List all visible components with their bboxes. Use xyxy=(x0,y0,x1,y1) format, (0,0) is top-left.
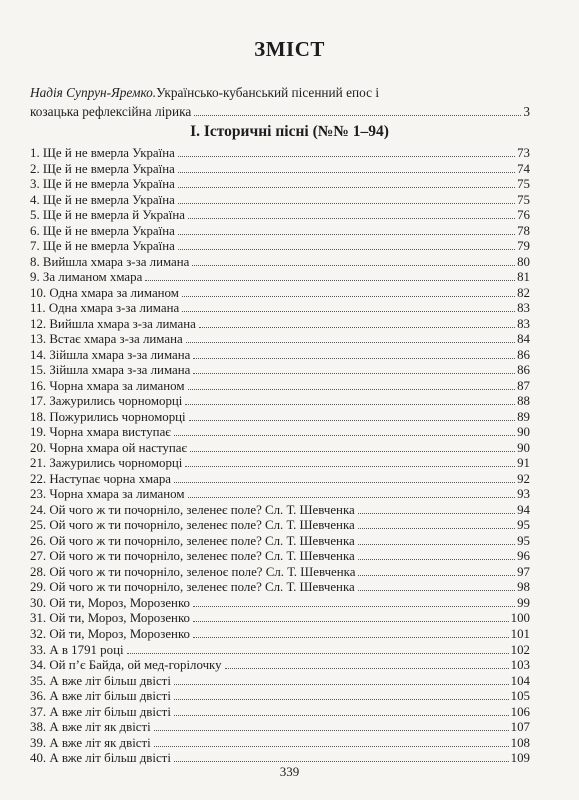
toc-entry-page: 104 xyxy=(510,673,530,688)
toc-entry-page: 86 xyxy=(517,347,530,362)
toc-entry-page: 83 xyxy=(517,316,530,331)
dot-leader xyxy=(174,482,515,483)
dot-leader xyxy=(174,699,509,700)
toc-entry-page: 101 xyxy=(510,626,530,641)
dot-leader xyxy=(188,218,515,219)
toc-entry xyxy=(30,255,530,271)
dot-leader xyxy=(178,156,515,157)
toc-entry xyxy=(30,224,530,240)
dot-leader xyxy=(192,265,515,266)
toc-entry-page: 105 xyxy=(510,689,530,704)
toc-entry xyxy=(30,270,530,286)
toc-entry-page: 95 xyxy=(517,518,530,533)
intro-entry xyxy=(30,83,530,121)
dot-leader xyxy=(174,715,509,716)
toc-entry-page: 84 xyxy=(517,332,530,347)
toc-entry-title: 24. Ой чого ж ти почорніло, зеленеє поле? Сл. Т. Шевченка xyxy=(30,502,355,517)
toc-entry-page: 106 xyxy=(510,704,530,719)
toc-entry-page: 97 xyxy=(517,564,530,579)
toc-entry-title: 14. Зійшла хмара з-за лимана xyxy=(30,347,191,362)
dot-leader xyxy=(127,653,509,654)
toc-entry-title: 17. Зажурились чорноморці xyxy=(30,394,183,409)
toc-list xyxy=(30,146,530,767)
toc-entry-page: 109 xyxy=(510,751,530,766)
toc-entry-title: 1. Ще й не вмерла Україна xyxy=(30,146,175,160)
dot-leader xyxy=(154,730,509,731)
dot-leader xyxy=(358,544,515,545)
toc-entry xyxy=(30,162,530,178)
toc-entry xyxy=(30,580,530,596)
dot-leader xyxy=(190,451,515,452)
toc-entry xyxy=(30,394,530,410)
toc-entry xyxy=(30,565,530,581)
toc-entry-page: 83 xyxy=(517,301,530,316)
dot-leader xyxy=(178,187,515,188)
dot-leader xyxy=(193,637,509,638)
toc-entry xyxy=(30,689,530,705)
dot-leader xyxy=(188,389,516,390)
toc-entry-page: 87 xyxy=(517,378,530,393)
toc-entry-title: 35. А вже літ більш двісті xyxy=(30,673,171,688)
intro-author: Надія Супрун-Яремко. xyxy=(30,85,157,100)
toc-entry-title: 8. Вийшла хмара з-за лимана xyxy=(30,254,190,269)
toc-entry xyxy=(30,332,530,348)
toc-entry xyxy=(30,534,530,550)
toc-entry xyxy=(30,674,530,690)
intro-title-line2: козацька рефлексійна лірика xyxy=(30,104,192,119)
dot-leader xyxy=(182,296,515,297)
toc-entry-page: 96 xyxy=(517,549,530,564)
dot-leader xyxy=(145,280,515,281)
toc-entry-title: 10. Одна хмара за лиманом xyxy=(30,285,179,300)
dot-leader xyxy=(189,420,515,421)
toc-entry xyxy=(30,208,530,224)
toc-entry-page: 95 xyxy=(517,533,530,548)
dot-leader xyxy=(178,234,515,235)
toc-entry-page: 82 xyxy=(517,285,530,300)
toc-entry xyxy=(30,146,530,162)
toc-entry xyxy=(30,239,530,255)
toc-entry-page: 79 xyxy=(517,239,530,254)
toc-entry-title: 13. Встає хмара з-за лимана xyxy=(30,332,183,347)
toc-entry-title: 31. Ой ти, Мороз, Морозенко xyxy=(30,611,190,626)
dot-leader xyxy=(174,761,509,762)
toc-entry-page: 102 xyxy=(510,642,530,657)
toc-entry-page: 88 xyxy=(517,394,530,409)
toc-entry-title: 25. Ой чого ж ти почорніло, зеленеє поле? Сл. Т. Шевченка xyxy=(30,518,355,533)
toc-entry xyxy=(30,472,530,488)
toc-entry-title: 37. А вже літ більш двісті xyxy=(30,704,171,719)
toc-entry xyxy=(30,456,530,472)
dot-leader xyxy=(174,435,515,436)
toc-entry xyxy=(30,286,530,302)
intro-line-1 xyxy=(30,83,530,102)
toc-entry-title: 26. Ой чого ж ти почорніло, зеленеє поле? Сл. Т. Шевченка xyxy=(30,533,355,548)
page-title: ЗМІСТ xyxy=(254,37,325,61)
toc-entry-page: 100 xyxy=(510,611,530,626)
toc-entry xyxy=(30,379,530,395)
toc-entry-title: 28. Ой чого ж ти почорніло, зеленоє поле? Сл. Т. Шевченка xyxy=(30,564,356,579)
toc-entry-title: 9. За лиманом хмара xyxy=(30,270,143,285)
dot-leader xyxy=(185,404,515,405)
toc-entry-page: 98 xyxy=(517,580,530,595)
toc-entry-page: 75 xyxy=(517,192,530,207)
toc-entry-page: 74 xyxy=(517,161,530,176)
toc-entry-page: 107 xyxy=(510,720,530,735)
toc-entry xyxy=(30,425,530,441)
toc-entry-title: 34. Ой п’є Байда, ой мед-горілочку xyxy=(30,658,222,673)
toc-entry xyxy=(30,177,530,193)
dot-leader xyxy=(193,621,509,622)
dot-leader xyxy=(178,249,515,250)
dot-leader xyxy=(185,466,515,467)
toc-entry-page: 80 xyxy=(517,254,530,269)
dot-leader xyxy=(188,497,516,498)
toc-entry-title: 30. Ой ти, Мороз, Морозенко xyxy=(30,595,190,610)
toc-entry xyxy=(30,363,530,379)
dot-leader xyxy=(154,746,509,747)
toc-entry-title: 32. Ой ти, Мороз, Морозенко xyxy=(30,626,190,641)
toc-entry xyxy=(30,658,530,674)
dot-leader xyxy=(358,590,515,591)
toc-entry-title: 33. А в 1791 році xyxy=(30,642,124,657)
toc-entry-title: 18. Пожурились чорноморці xyxy=(30,409,186,424)
toc-entry xyxy=(30,348,530,364)
toc-entry-page: 103 xyxy=(510,658,530,673)
toc-entry-page: 90 xyxy=(517,440,530,455)
toc-entry xyxy=(30,643,530,659)
dot-leader xyxy=(193,606,515,607)
toc-entry xyxy=(30,301,530,317)
dot-leader xyxy=(199,327,515,328)
toc-entry xyxy=(30,441,530,457)
toc-entry-page: 89 xyxy=(517,409,530,424)
toc-entry-title: 16. Чорна хмара за лиманом xyxy=(30,378,185,393)
toc-entry xyxy=(30,736,530,752)
toc-entry-page: 93 xyxy=(517,487,530,502)
toc-entry-title: 39. А вже літ як двісті xyxy=(30,735,151,750)
toc-entry-page: 73 xyxy=(517,146,530,160)
dot-leader xyxy=(193,358,515,359)
toc-entry-title: 40. А вже літ більш двісті xyxy=(30,751,171,766)
intro-line-2 xyxy=(30,102,530,121)
toc-entry xyxy=(30,518,530,534)
toc-entry xyxy=(30,611,530,627)
toc-entry-title: 12. Вийшла хмара з-за лимана xyxy=(30,316,196,331)
toc-entry-title: 3. Ще й не вмерла Україна xyxy=(30,177,175,192)
toc-entry xyxy=(30,410,530,426)
dot-leader xyxy=(358,575,515,576)
dot-leader xyxy=(358,513,515,514)
toc-entry-title: 38. А вже літ як двісті xyxy=(30,720,151,735)
toc-entry xyxy=(30,705,530,721)
toc-entry-page: 94 xyxy=(517,502,530,517)
toc-entry xyxy=(30,317,530,333)
toc-entry-page: 108 xyxy=(510,735,530,750)
toc-entry-title: 6. Ще й не вмерла Україна xyxy=(30,223,175,238)
intro-page: 3 xyxy=(523,104,530,119)
dot-leader xyxy=(178,172,515,173)
toc-entry xyxy=(30,549,530,565)
toc-entry-title: 7. Ще й не вмерла Україна xyxy=(30,239,175,254)
toc-entry-page: 76 xyxy=(517,208,530,223)
section-title: І. Історичні пісні (№№ 1–94) xyxy=(190,123,389,140)
toc-entry-title: 29. Ой чого ж ти почорніло, зеленеє поле? Сл. Т. Шевченка xyxy=(30,580,355,595)
toc-entry-page: 99 xyxy=(517,595,530,610)
toc-entry-title: 21. Зажурились чорноморці xyxy=(30,456,183,471)
toc-entry-title: 20. Чорна хмара ой наступає xyxy=(30,440,188,455)
toc-entry-title: 15. Зійшла хмара з-за лимана xyxy=(30,363,191,378)
toc-entry xyxy=(30,596,530,612)
toc-entry-title: 36. А вже літ більш двісті xyxy=(30,689,171,704)
toc-entry xyxy=(30,627,530,643)
toc-entry-page: 75 xyxy=(517,177,530,192)
toc-entry-page: 92 xyxy=(517,471,530,486)
toc-entry-page: 91 xyxy=(517,456,530,471)
toc-entry-title: 2. Ще й не вмерла Україна xyxy=(30,161,175,176)
toc-entry-title: 11. Одна хмара з-за лимана xyxy=(30,301,180,316)
toc-entry xyxy=(30,193,530,209)
dot-leader xyxy=(358,528,515,529)
intro-title-line1: Українсько-кубанський пісенний епос і xyxy=(156,85,380,100)
toc-entry-page: 86 xyxy=(517,363,530,378)
toc-entry-page: 78 xyxy=(517,223,530,238)
toc-entry-title: 5. Ще й не вмерла й Україна xyxy=(30,208,185,223)
dot-leader xyxy=(193,373,515,374)
toc-entry xyxy=(30,503,530,519)
dot-leader xyxy=(186,342,515,343)
page-number: 339 xyxy=(279,764,300,779)
dot-leader xyxy=(194,115,521,116)
dot-leader xyxy=(358,559,515,560)
dot-leader xyxy=(174,684,509,685)
dot-leader xyxy=(178,203,515,204)
toc-entry xyxy=(30,720,530,736)
dot-leader xyxy=(225,668,509,669)
toc-entry-page: 81 xyxy=(517,270,530,285)
toc-entry xyxy=(30,487,530,503)
toc-entry-title: 23. Чорна хмара за лиманом xyxy=(30,487,185,502)
toc-entry-page: 90 xyxy=(517,425,530,440)
dot-leader xyxy=(182,311,515,312)
toc-entry-title: 22. Наступає чорна хмара xyxy=(30,471,171,486)
toc-entry-title: 19. Чорна хмара виступає xyxy=(30,425,171,440)
toc-entry-title: 27. Ой чого ж ти почорніло, зеленеє поле? Сл. Т. Шевченка xyxy=(30,549,355,564)
toc-entry-title: 4. Ще й не вмерла Україна xyxy=(30,192,175,207)
